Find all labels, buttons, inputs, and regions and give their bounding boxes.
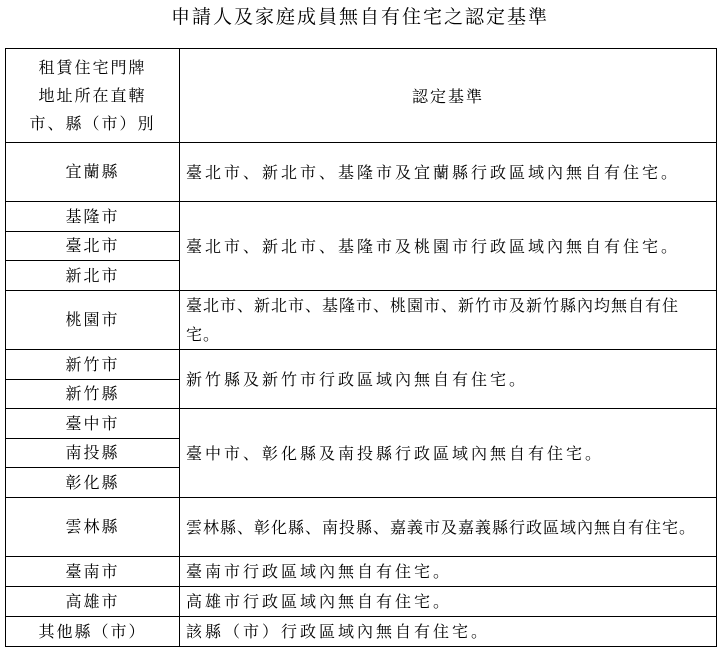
table-row — [6, 202, 717, 232]
table-row — [6, 587, 717, 617]
city-cell: 雲林縣 — [6, 498, 180, 557]
city-cell: 彰化縣 — [6, 468, 180, 498]
city-cell: 宜蘭縣 — [6, 143, 180, 202]
criteria-cell: 新竹縣及新竹市行政區域內無自有住宅。 — [180, 350, 717, 409]
table-row — [6, 409, 717, 439]
city-cell: 新竹市 — [6, 350, 180, 380]
city-cell: 高雄市 — [6, 587, 180, 617]
city-cell: 新北市 — [6, 261, 180, 291]
criteria-cell: 該縣（市）行政區域內無自有住宅。 — [180, 617, 717, 647]
criteria-cell: 臺北市、新北市、基隆市及桃園市行政區域內無自有住宅。 — [180, 202, 717, 291]
criteria-cell: 臺北市、新北市、基隆市、桃園市、新竹市及新竹縣內均無自有住宅。 — [180, 291, 717, 350]
header-criteria: 認定基準 — [180, 49, 717, 143]
table-row — [6, 557, 717, 587]
criteria-cell: 臺北市、新北市、基隆市及宜蘭縣行政區域內無自有住宅。 — [180, 143, 717, 202]
city-cell: 臺中市 — [6, 409, 180, 439]
city-cell: 南投縣 — [6, 439, 180, 468]
criteria-cell: 臺南市行政區域內無自有住宅。 — [180, 557, 717, 587]
table-row — [6, 143, 717, 202]
city-cell: 臺南市 — [6, 557, 180, 587]
criteria-cell: 雲林縣、彰化縣、南投縣、嘉義市及嘉義縣行政區域內無自有住宅。 — [180, 498, 717, 557]
city-cell: 臺北市 — [6, 232, 180, 261]
city-cell: 基隆市 — [6, 202, 180, 232]
table-row — [6, 350, 717, 380]
criteria-cell: 高雄市行政區域內無自有住宅。 — [180, 587, 717, 617]
table-row — [6, 617, 717, 647]
criteria-table — [5, 48, 717, 647]
table-row — [6, 291, 717, 350]
header-location: 租賃住宅門牌 地址所在直轄 市、縣（市）別 — [6, 49, 180, 143]
city-cell: 桃園市 — [6, 291, 180, 350]
city-cell: 新竹縣 — [6, 380, 180, 409]
criteria-cell: 臺中市、彰化縣及南投縣行政區域內無自有住宅。 — [180, 409, 717, 498]
table-row — [6, 498, 717, 557]
city-cell: 其他縣（市） — [6, 617, 180, 647]
page-title: 申請人及家庭成員無自有住宅之認定基準 — [170, 6, 549, 28]
table-header-row — [6, 49, 717, 143]
